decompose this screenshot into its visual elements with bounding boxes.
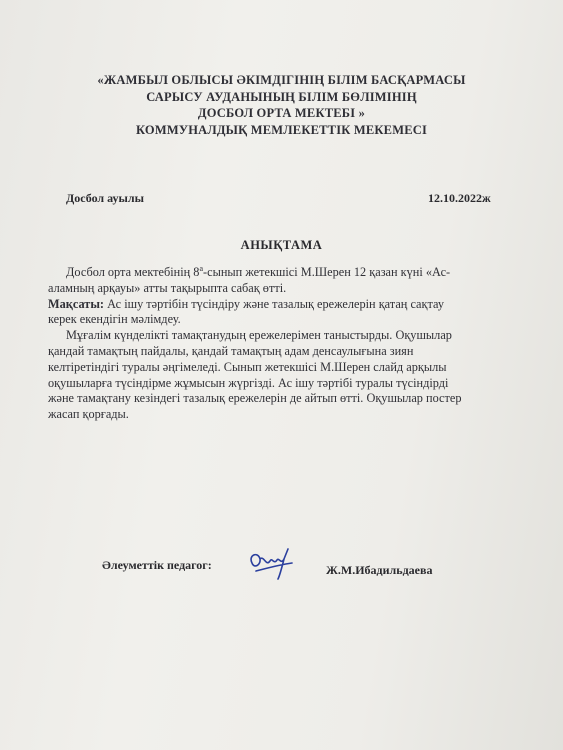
goal-line-1	[48, 297, 514, 313]
paragraph-3-line-5: және тамақтану кезіндегі тазалық ережелерін де айтып өтті. Оқушылар постер	[48, 391, 462, 406]
paragraph-3-line-1: Мұғалім күнделікті тамақтанудың ережелерімен таныстырды. Оқушылар	[66, 328, 452, 343]
document-title: АНЫҚТАМА	[240, 238, 323, 252]
document-place: Досбол ауылы	[66, 191, 145, 205]
paragraph-1-line-1	[48, 265, 514, 281]
goal-text: Ас ішу тәртібін түсіндіру және тазалық ережелерін қатаң сақтау	[104, 296, 444, 311]
paragraph-3-line-2: қандай тамақтың пайдалы, қандай тамақтың адам денсаулығына зиян	[48, 343, 414, 358]
document-date: 12.10.2022ж	[428, 191, 491, 205]
header-line-1: «ЖАМБЫЛ ОБЛЫСЫ ӘКІМДІГІНІҢ БІЛІМ БАСҚАРМАСЫ	[97, 73, 466, 87]
goal-label: Мақсаты:	[48, 296, 105, 311]
paragraph-3-line-6: жасап қорғады.	[48, 407, 129, 422]
paragraph-1-line-2: аламның арқауы» атты тақырыпта сабақ өтті.	[48, 280, 287, 295]
paragraph-3-line-3: келтіретіндігі туралы әңгімеледі. Сынып жетекшісі М.Шерен слайд арқылы	[48, 359, 447, 374]
class-letter-superscript: а	[199, 263, 204, 273]
paragraph-3-line-4: оқушыларға түсіндірме жұмысын жүргізді. Ас ішу тәртібі туралы түсіндірді	[48, 375, 449, 390]
organization-header	[0, 72, 563, 138]
header-line-2: САРЫСУ АУДАНЫНЫҢ БІЛІМ БӨЛІМІНІҢ	[146, 89, 417, 104]
paragraph-1-text-b: -сынып жетекшісі М.Шерен 12 қазан күні «Ас-	[203, 265, 451, 279]
document-body	[48, 265, 514, 423]
signatory-name: Ж.М.Ибадильдаева	[326, 563, 433, 577]
header-line-4: КОММУНАЛДЫҚ МЕМЛЕКЕТТІК МЕКЕМЕСІ	[135, 122, 428, 137]
signatory-title: Әлеуметтік педагог:	[102, 558, 212, 572]
signature-stroke	[251, 549, 292, 579]
header-line-3: ДОСБОЛ ОРТА МЕКТЕБІ »	[197, 106, 366, 120]
paragraph-1-text-a: Досбол орта мектебінің 8	[66, 265, 200, 279]
goal-line-2: керек екендігін мәлімдеу.	[48, 312, 181, 327]
handwritten-signature	[244, 545, 300, 581]
